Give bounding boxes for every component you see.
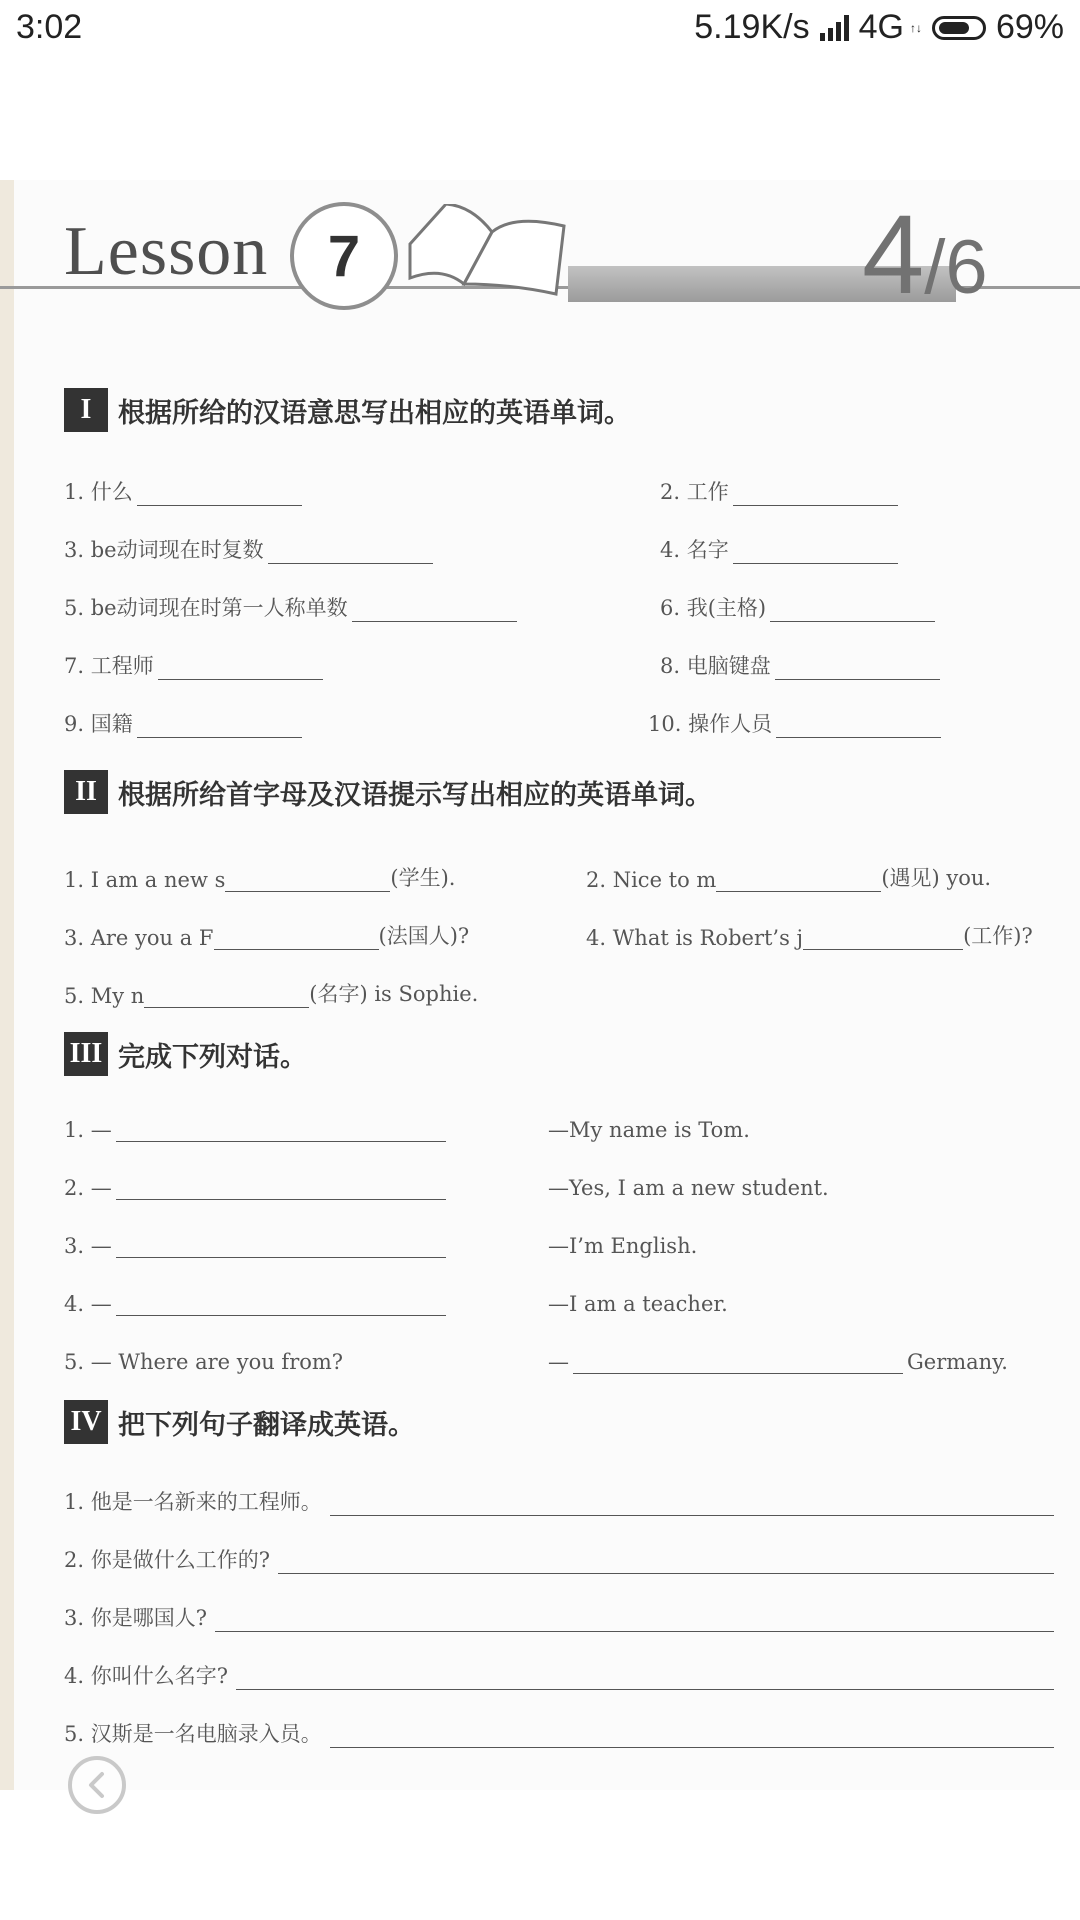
s3-question-4: 4. —: [64, 1292, 450, 1316]
lesson-title: Lesson: [64, 213, 269, 290]
page-current: 4: [862, 192, 925, 317]
section-3-numeral: III: [64, 1032, 108, 1076]
answer-blank[interactable]: [116, 1123, 446, 1142]
s2-item-5: 5. My n (名字) is Sophie.: [64, 982, 479, 1008]
s2-item-4: 4. What is Robert’s j (工作)?: [586, 924, 1033, 950]
answer-blank[interactable]: [573, 1355, 903, 1374]
s1-item-4: 4. 名字: [660, 534, 902, 564]
s1-item-8: 8. 电脑键盘: [660, 650, 944, 680]
answer-blank[interactable]: [214, 931, 379, 950]
s1-item-6: 6. 我(主格): [660, 592, 939, 622]
answer-blank[interactable]: [775, 661, 940, 680]
answer-blank[interactable]: [352, 603, 517, 622]
page-total: /6: [924, 225, 988, 310]
answer-blank[interactable]: [770, 603, 935, 622]
s3-question-5: 5. — Where are you from?: [64, 1350, 344, 1374]
section-4-numeral: IV: [64, 1400, 108, 1444]
answer-line[interactable]: [278, 1555, 1054, 1574]
battery-icon: [932, 16, 986, 40]
s1-item-7: 7. 工程师: [64, 650, 327, 680]
section-3-title: 完成下列对话。: [118, 1041, 307, 1073]
section-2-numeral: II: [64, 770, 108, 814]
section-1-title: 根据所给的汉语意思写出相应的英语单词。: [118, 397, 631, 429]
lesson-number: 7: [290, 202, 398, 310]
s4-item-4: 4. 你叫什么名字?: [64, 1660, 1054, 1690]
answer-blank[interactable]: [776, 719, 941, 738]
s2-item-2: 2. Nice to m (遇见) you.: [586, 866, 992, 892]
answer-blank[interactable]: [716, 873, 881, 892]
answer-blank[interactable]: [733, 487, 898, 506]
s3-answer-1: —My name is Tom.: [548, 1118, 750, 1142]
section-4-heading: [64, 1400, 415, 1444]
s3-answer-4: —I am a teacher.: [548, 1292, 728, 1316]
s2-item-3: 3. Are you a F (法国人)?: [64, 924, 470, 950]
back-button[interactable]: [68, 1756, 126, 1814]
answer-blank[interactable]: [137, 487, 302, 506]
answer-blank[interactable]: [137, 719, 302, 738]
status-bar: [0, 0, 1080, 60]
page-indicator: [862, 190, 988, 319]
status-time: 3:02: [16, 8, 83, 46]
s1-item-1: 1. 什么: [64, 476, 306, 506]
s1-item-9: 9. 国籍: [64, 708, 306, 738]
answer-blank[interactable]: [144, 989, 309, 1008]
section-2-heading: [64, 770, 712, 814]
s3-answer-3: —I’m English.: [548, 1234, 698, 1258]
section-3-heading: [64, 1032, 307, 1076]
section-4-title: 把下列句子翻译成英语。: [118, 1409, 415, 1441]
answer-blank[interactable]: [268, 545, 433, 564]
s3-question-2: 2. —: [64, 1176, 450, 1200]
answer-blank[interactable]: [158, 661, 323, 680]
worksheet-page: [0, 180, 1080, 1790]
section-1-heading: [64, 388, 631, 432]
s4-item-1: 1. 他是一名新来的工程师。: [64, 1486, 1054, 1516]
s4-item-5: 5. 汉斯是一名电脑录入员。: [64, 1718, 1054, 1748]
s4-item-2: 2. 你是做什么工作的?: [64, 1544, 1054, 1574]
s1-item-10: 10. 操作人员: [648, 708, 945, 738]
answer-blank[interactable]: [733, 545, 898, 564]
network-activity: ↑↓: [909, 20, 922, 35]
answer-blank[interactable]: [116, 1181, 446, 1200]
signal-icon: [820, 15, 849, 41]
s3-question-1: 1. —: [64, 1118, 450, 1142]
section-1-numeral: I: [64, 388, 108, 432]
answer-line[interactable]: [330, 1729, 1054, 1748]
answer-line[interactable]: [215, 1613, 1054, 1632]
s1-item-2: 2. 工作: [660, 476, 902, 506]
answer-blank[interactable]: [225, 873, 390, 892]
section-2-title: 根据所给首字母及汉语提示写出相应的英语单词。: [118, 779, 712, 811]
s3-answer-5: — Germany.: [548, 1350, 1008, 1374]
chevron-left-icon: [85, 1771, 109, 1799]
s2-item-1: 1. I am a new s (学生).: [64, 866, 456, 892]
answer-blank[interactable]: [116, 1297, 446, 1316]
answer-blank[interactable]: [116, 1239, 446, 1258]
s3-answer-2: —Yes, I am a new student.: [548, 1176, 829, 1200]
s3-question-3: 3. —: [64, 1234, 450, 1258]
battery-level: 69%: [995, 8, 1064, 46]
s4-item-3: 3. 你是哪国人?: [64, 1602, 1054, 1632]
s1-item-3: 3. be动词现在时复数: [64, 534, 437, 564]
answer-line[interactable]: [330, 1497, 1054, 1516]
answer-line[interactable]: [236, 1671, 1054, 1690]
network-speed: 5.19K/s: [694, 8, 810, 46]
open-book-icon: [402, 204, 572, 304]
answer-blank[interactable]: [803, 931, 963, 950]
s1-item-5: 5. be动词现在时第一人称单数: [64, 592, 521, 622]
network-type: 4G: [858, 8, 904, 46]
status-right: [694, 8, 1064, 47]
